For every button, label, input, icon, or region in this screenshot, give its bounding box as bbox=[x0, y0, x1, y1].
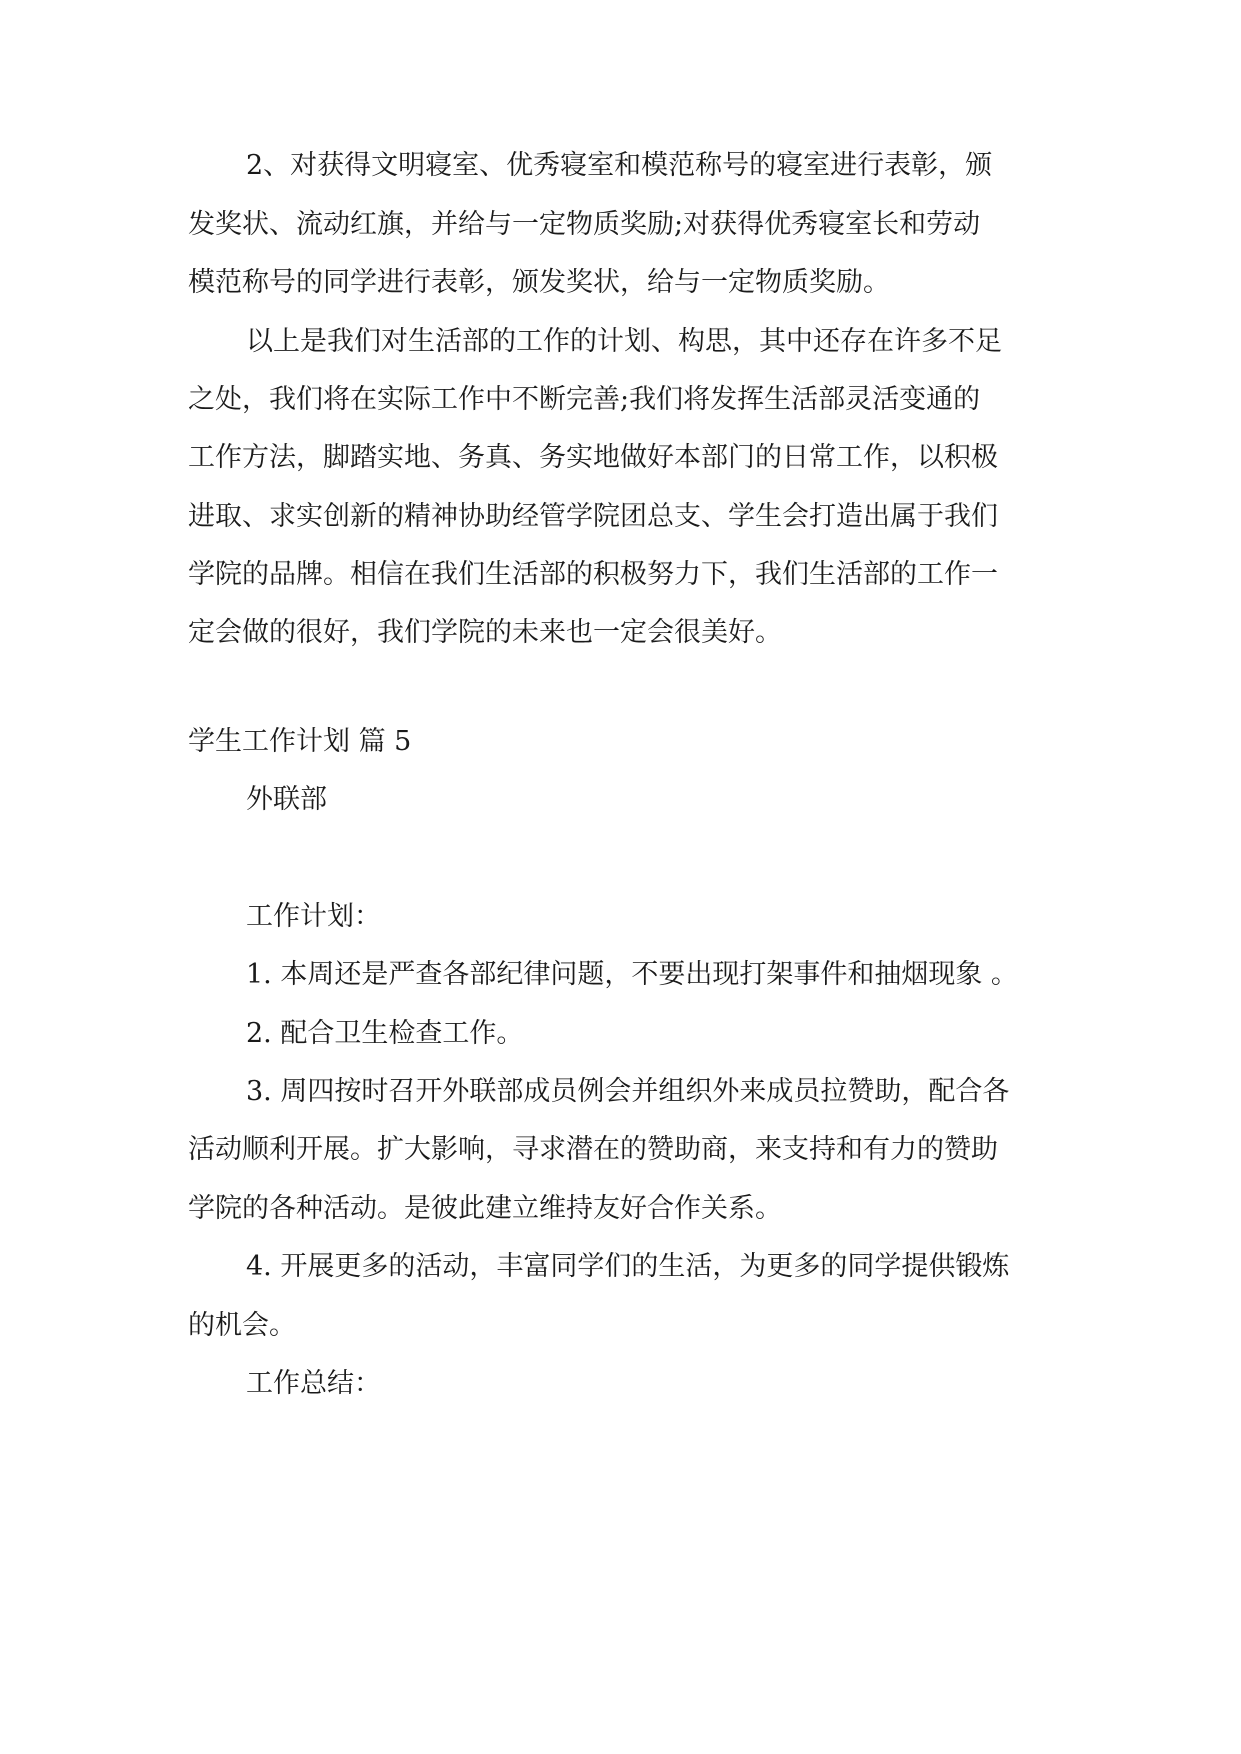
plan-item-line: 2. 配合卫生检查工作。 bbox=[246, 1018, 524, 1049]
paragraph-line: 2、对获得文明寝室、优秀寝室和模范称号的寝室进行表彰，颁 bbox=[246, 150, 993, 181]
paragraph-line: 以上是我们对生活部的工作的计划、构思，其中还存在许多不足 bbox=[246, 326, 1002, 357]
plan-item-line: 学院的各种活动。是彼此建立维持友好合作关系。 bbox=[188, 1193, 782, 1224]
plan-label: 工作计划： bbox=[246, 901, 381, 932]
plan-item-line: 活动顺利开展。扩大影响，寻求潜在的赞助商，来支持和有力的赞助 bbox=[188, 1134, 998, 1165]
section-heading: 学生工作计划 篇 5 bbox=[188, 726, 412, 757]
department-name: 外联部 bbox=[246, 784, 327, 815]
paragraph-line: 学院的品牌。相信在我们生活部的积极努力下，我们生活部的工作一 bbox=[188, 559, 998, 590]
plan-item-line: 3. 周四按时召开外联部成员例会并组织外来成员拉赞助，配合各 bbox=[246, 1076, 1010, 1107]
summary-label: 工作总结： bbox=[246, 1368, 381, 1399]
paragraph-line: 之处，我们将在实际工作中不断完善;我们将发挥生活部灵活变通的 bbox=[188, 384, 981, 415]
paragraph-line: 发奖状、流动红旗，并给与一定物质奖励;对获得优秀寝室长和劳动 bbox=[188, 209, 981, 240]
plan-item-line: 4. 开展更多的活动，丰富同学们的生活，为更多的同学提供锻炼 bbox=[246, 1251, 1010, 1282]
plan-item-line: 1. 本周还是严查各部纪律问题，不要出现打架事件和抽烟现象 。 bbox=[246, 959, 1018, 990]
paragraph-line: 工作方法，脚踏实地、务真、务实地做好本部门的日常工作，以积极 bbox=[188, 442, 998, 473]
paragraph-line: 模范称号的同学进行表彰，颁发奖状，给与一定物质奖励。 bbox=[188, 267, 890, 298]
plan-item-line: 的机会。 bbox=[188, 1310, 296, 1341]
paragraph-line: 进取、求实创新的精神协助经管学院团总支、学生会打造出属于我们 bbox=[188, 501, 998, 532]
paragraph-line: 定会做的很好，我们学院的未来也一定会很美好。 bbox=[188, 617, 782, 648]
